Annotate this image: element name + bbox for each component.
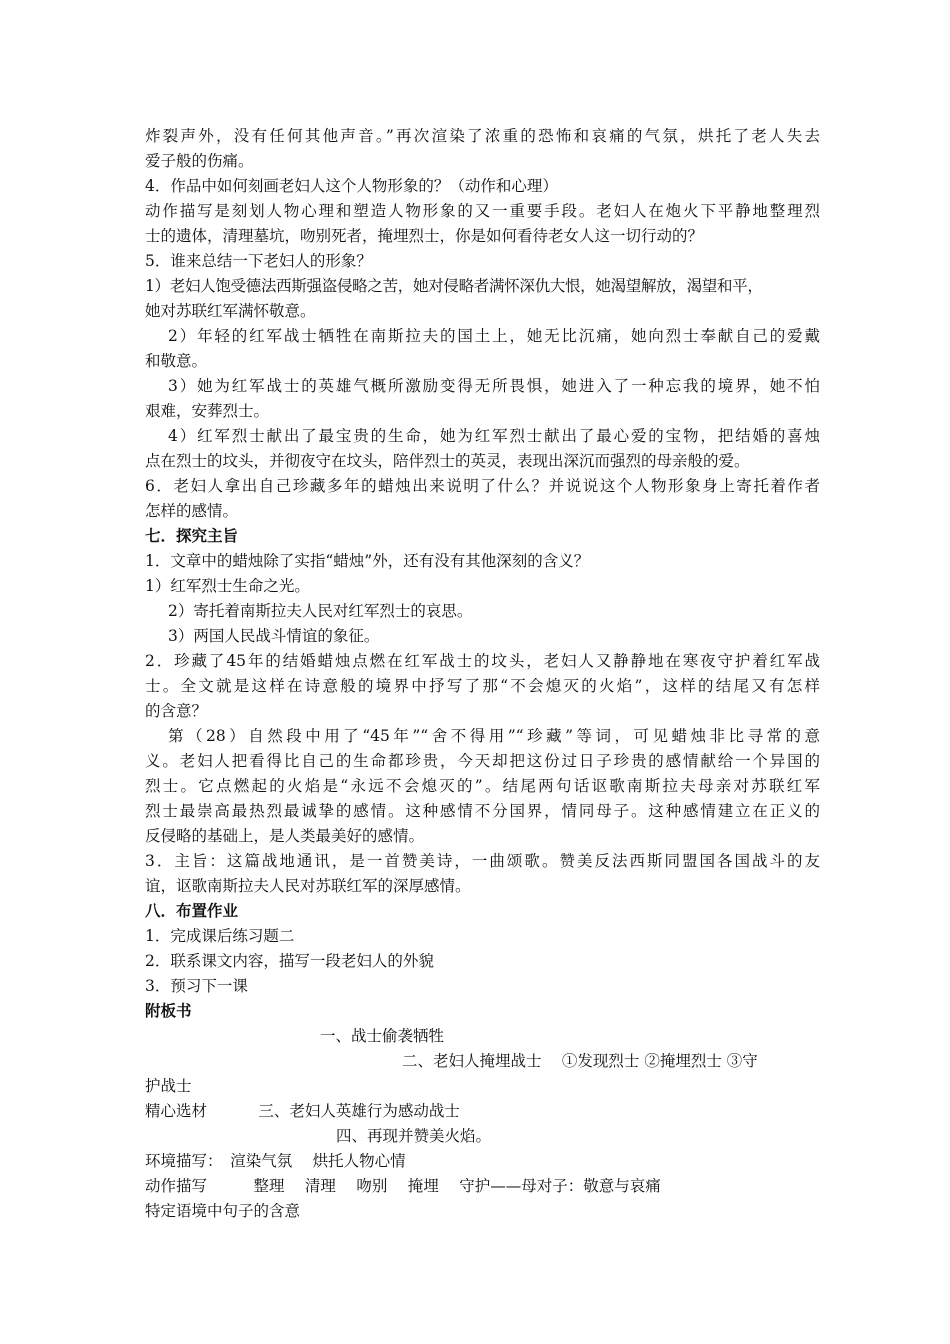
list-item: 3．预习下一课 — [145, 977, 248, 995]
question-heading: 2．珍藏了45年的结婚蜡烛点燃在红军战士的坟头，老妇人又静静地在寒夜守护着红军战 — [145, 652, 820, 670]
text-line: 第（28）自然段中用了“45年”“舍不得用”“珍藏”等词，可见蜡烛非比寻常的意 — [168, 727, 820, 745]
text-line: 1）红军烈士生命之光。 — [145, 577, 310, 595]
text-line: 反侵略的基础上，是人类最美好的感情。 — [145, 827, 425, 845]
text-line: 爱子般的伤痛。 — [145, 152, 254, 170]
text-line: 3）她为红军战士的英雄气概所激励变得无所畏惧，她进入了一种忘我的境界，她不怕 — [168, 377, 820, 395]
text-line: 义。老妇人把看得比自己的生命都珍贵，今天却把这份过日子珍贵的感情献给一个异国的 — [145, 752, 820, 770]
text-line: 士。全文就是这样在诗意般的境界中抒写了那“不会熄灭的火焰”，这样的结尾又有怎样 — [145, 677, 820, 695]
text-line: 动作描写是刻划人物心理和塑造人物形象的又一重要手段。老妇人在炮火下平静地整理烈 — [145, 202, 820, 220]
text-line: 的含意？ — [145, 702, 208, 720]
board-line: 环境描写： 渲染气氛 烘托人物心情 — [145, 1152, 406, 1170]
board-line: 四、再现并赞美火焰。 — [336, 1127, 492, 1145]
text-line: 炸裂声外，没有任何其他声音。”再次渲染了浓重的恐怖和哀痛的气氛，烘托了老人失去 — [145, 127, 820, 145]
question-heading: 5．谁来总结一下老妇人的形象？ — [145, 252, 372, 270]
text-line: 4）红军烈士献出了最宝贵的生命，她为红军烈士献出了最心爱的宝物，把结婚的喜烛 — [168, 427, 820, 445]
list-item: 2．联系课文内容，描写一段老妇人的外貌 — [145, 952, 434, 970]
board-line: 精心选材 三、老妇人英雄行为感动战士 — [145, 1102, 460, 1120]
text-line: 烈士。它点燃起的火焰是“永远不会熄灭的”。结尾两句话讴歌南斯拉夫母亲对苏联红军 — [145, 777, 820, 795]
text-line: 和敬意。 — [145, 352, 208, 370]
list-item: 1．完成课后练习题二 — [145, 927, 295, 945]
question-heading: 1．文章中的蜡烛除了实指“蜡烛”外，还有没有其他深刻的含义？ — [145, 552, 590, 570]
text-line: 艰难，安葬烈士。 — [145, 402, 270, 420]
text-line: 士的遗体，清理墓坑，吻别死者，掩埋烈士，你是如何看待老女人这一切行动的？ — [145, 227, 704, 245]
text-line: 3）两国人民战斗情谊的象征。 — [168, 627, 380, 645]
board-line: 特定语境中句子的含意 — [145, 1202, 301, 1220]
board-line: 二、老妇人掩埋战士 ①发现烈士 ②掩埋烈士 ③守 — [402, 1052, 758, 1070]
text-line: 1）老妇人饱受德法西斯强盗侵略之苦，她对侵略者满怀深仇大恨，她渴望解放，渴望和平， — [145, 277, 763, 295]
text-line: 烈士最崇高最热烈最诚挚的感情。这种感情不分国界，情同母子。这种感情建立在正义的 — [145, 802, 820, 820]
question-heading: 6．老妇人拿出自己珍藏多年的蜡烛出来说明了什么？并说说这个人物形象身上寄托着作者 — [145, 477, 820, 495]
text-line: 怎样的感情。 — [145, 502, 239, 520]
section-heading: 七．探究主旨 — [145, 526, 239, 545]
text-line: 谊，讴歌南斯拉夫人民对苏联红军的深厚感情。 — [145, 877, 471, 895]
section-heading: 附板书 — [145, 1001, 192, 1020]
text-line: 3．主旨：这篇战地通讯，是一首赞美诗，一曲颂歌。赞美反法西斯同盟国各国战斗的友 — [145, 852, 820, 870]
board-line: 护战士 — [145, 1077, 192, 1095]
text-line: 2）年轻的红军战士牺牲在南斯拉夫的国土上，她无比沉痛，她向烈士奉献自己的爱戴 — [168, 327, 820, 345]
board-line: 动作描写 整理 清理 吻别 掩埋 守护——母对子：敬意与哀痛 — [145, 1177, 661, 1195]
text-line: 点在烈士的坟头，并彻夜守在坟头，陪伴烈士的英灵，表现出深沉而强烈的母亲般的爱。 — [145, 452, 750, 470]
text-line: 2）寄托着南斯拉夫人民对红军烈士的哀思。 — [168, 602, 473, 620]
section-heading: 八．布置作业 — [145, 901, 239, 920]
question-heading: 4．作品中如何刻画老妇人这个人物形象的？（动作和心理） — [145, 177, 558, 195]
text-line: 她对苏联红军满怀敬意。 — [145, 302, 316, 320]
board-line: 一、战士偷袭牺牲 — [320, 1027, 445, 1045]
